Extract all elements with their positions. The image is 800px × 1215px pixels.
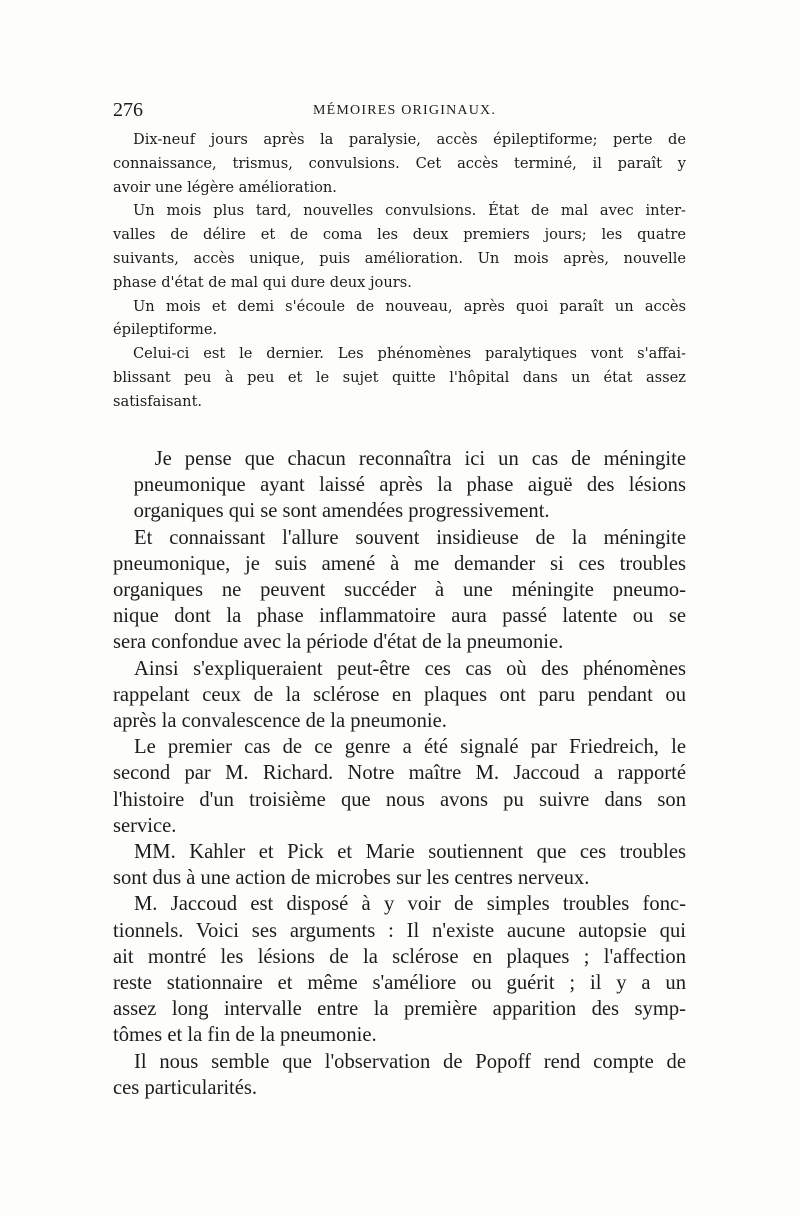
text-line: MM. Kahler et Pick et Marie soutiennent que ces troubles — [134, 841, 686, 864]
text-line: Un mois et demi s'écoule de nouveau, après quoi paraît un accès — [133, 297, 686, 315]
text-line: reste stationnaire et même s'améliore ou guérit ; il y a un — [113, 972, 686, 995]
paragraph — [113, 656, 686, 735]
text-line: suivants, accès unique, puis amélioration. Un mois après, nouvelle — [113, 249, 686, 267]
paragraph — [113, 525, 686, 656]
text-line: M. Jaccoud est disposé à y voir de simples troubles fonc- — [134, 893, 686, 916]
text-line: Le premier cas de ce genre a été signalé par Friedreich, le — [134, 736, 686, 759]
text-line: assez long intervalle entre la première apparition des symp- — [113, 998, 686, 1021]
text-line: pneumonique, je suis amené à me demander si ces troubles — [113, 552, 686, 575]
text-line: organiques ne peuvent succéder à une méningite pneumo- — [113, 579, 686, 602]
text-line: Je pense que chacun reconnaîtra ici un cas de méningite — [154, 448, 686, 470]
text-line: avoir une légère amélioration. — [113, 178, 337, 196]
text-line: organiques qui se sont amendées progressivement. — [133, 500, 550, 523]
text-line: satisfaisant. — [113, 392, 203, 410]
paragraph — [113, 446, 686, 525]
paragraph — [113, 891, 686, 1048]
paragraph — [113, 295, 686, 343]
text-line: second par M. Richard. Notre maître M. Jaccoud a rapporté — [113, 762, 686, 785]
text-line: connaissance, trismus, convulsions. Cet accès terminé, il paraît y — [113, 154, 686, 172]
paragraph — [113, 839, 686, 891]
paragraph — [113, 342, 686, 413]
text-line: ces particularités. — [113, 1076, 258, 1099]
text-line: Un mois plus tard, nouvelles convulsions. État de mal avec inter- — [133, 202, 686, 220]
text-line: Dix-neuf jours après la paralysie, accès épileptiforme; perte de — [133, 131, 686, 148]
paragraph — [113, 734, 686, 839]
text-line: sont dus à une action de microbes sur les centres nerveux. — [113, 867, 590, 890]
text-line: Il nous semble que l'observation de Popoff rend compte de — [134, 1050, 686, 1073]
text-line: rappelant ceux de la sclérose en plaques ont paru pendant ou — [113, 683, 686, 706]
text-line: service. — [113, 814, 177, 837]
text-line: Celui-ci est le dernier. Les phénomènes paralytiques vont s'affai- — [133, 345, 686, 363]
text-line: phase d'état de mal qui dure deux jours. — [113, 273, 412, 291]
page-number: 276 — [113, 99, 143, 121]
running-title: MÉMOIRES ORIGINAUX. — [313, 103, 497, 118]
text-line: Ainsi s'expliqueraient peut-être ces cas où des phénomènes — [134, 657, 686, 680]
text-line: blissant peu à peu et le sujet quitte l'hôpital dans un état assez — [113, 368, 686, 386]
text-line: après la convalescence de la pneumonie. — [113, 710, 447, 733]
paragraph — [113, 128, 686, 199]
text-line: pneumonique ayant laissé après la phase aiguë des lésions — [133, 474, 686, 497]
text-line: valles de délire et de coma les deux premiers jours; les quatre — [113, 226, 686, 244]
paragraph — [113, 199, 686, 294]
text-line: nique dont la phase inflammatoire aura passé latente ou se — [113, 605, 686, 628]
text-line: sera confondue avec la période d'état de la pneumonie. — [113, 631, 564, 654]
text-line: tômes et la fin de la pneumonie. — [113, 1024, 377, 1047]
case-notes-small-print — [113, 128, 686, 414]
text-line: Et connaissant l'allure souvent insidieuse de la méningite — [134, 526, 686, 549]
main-text-body — [113, 446, 686, 1101]
text-line: tionnels. Voici ses arguments : Il n'existe aucune autopsie qui — [113, 919, 686, 942]
text-line: épileptiforme. — [113, 321, 218, 339]
page-header — [113, 96, 686, 124]
text-line: ait montré les lésions de la sclérose en plaques ; l'affection — [113, 945, 686, 968]
paragraph — [113, 1049, 686, 1101]
text-line: l'histoire d'un troisième que nous avons pu suivre dans son — [113, 788, 686, 811]
